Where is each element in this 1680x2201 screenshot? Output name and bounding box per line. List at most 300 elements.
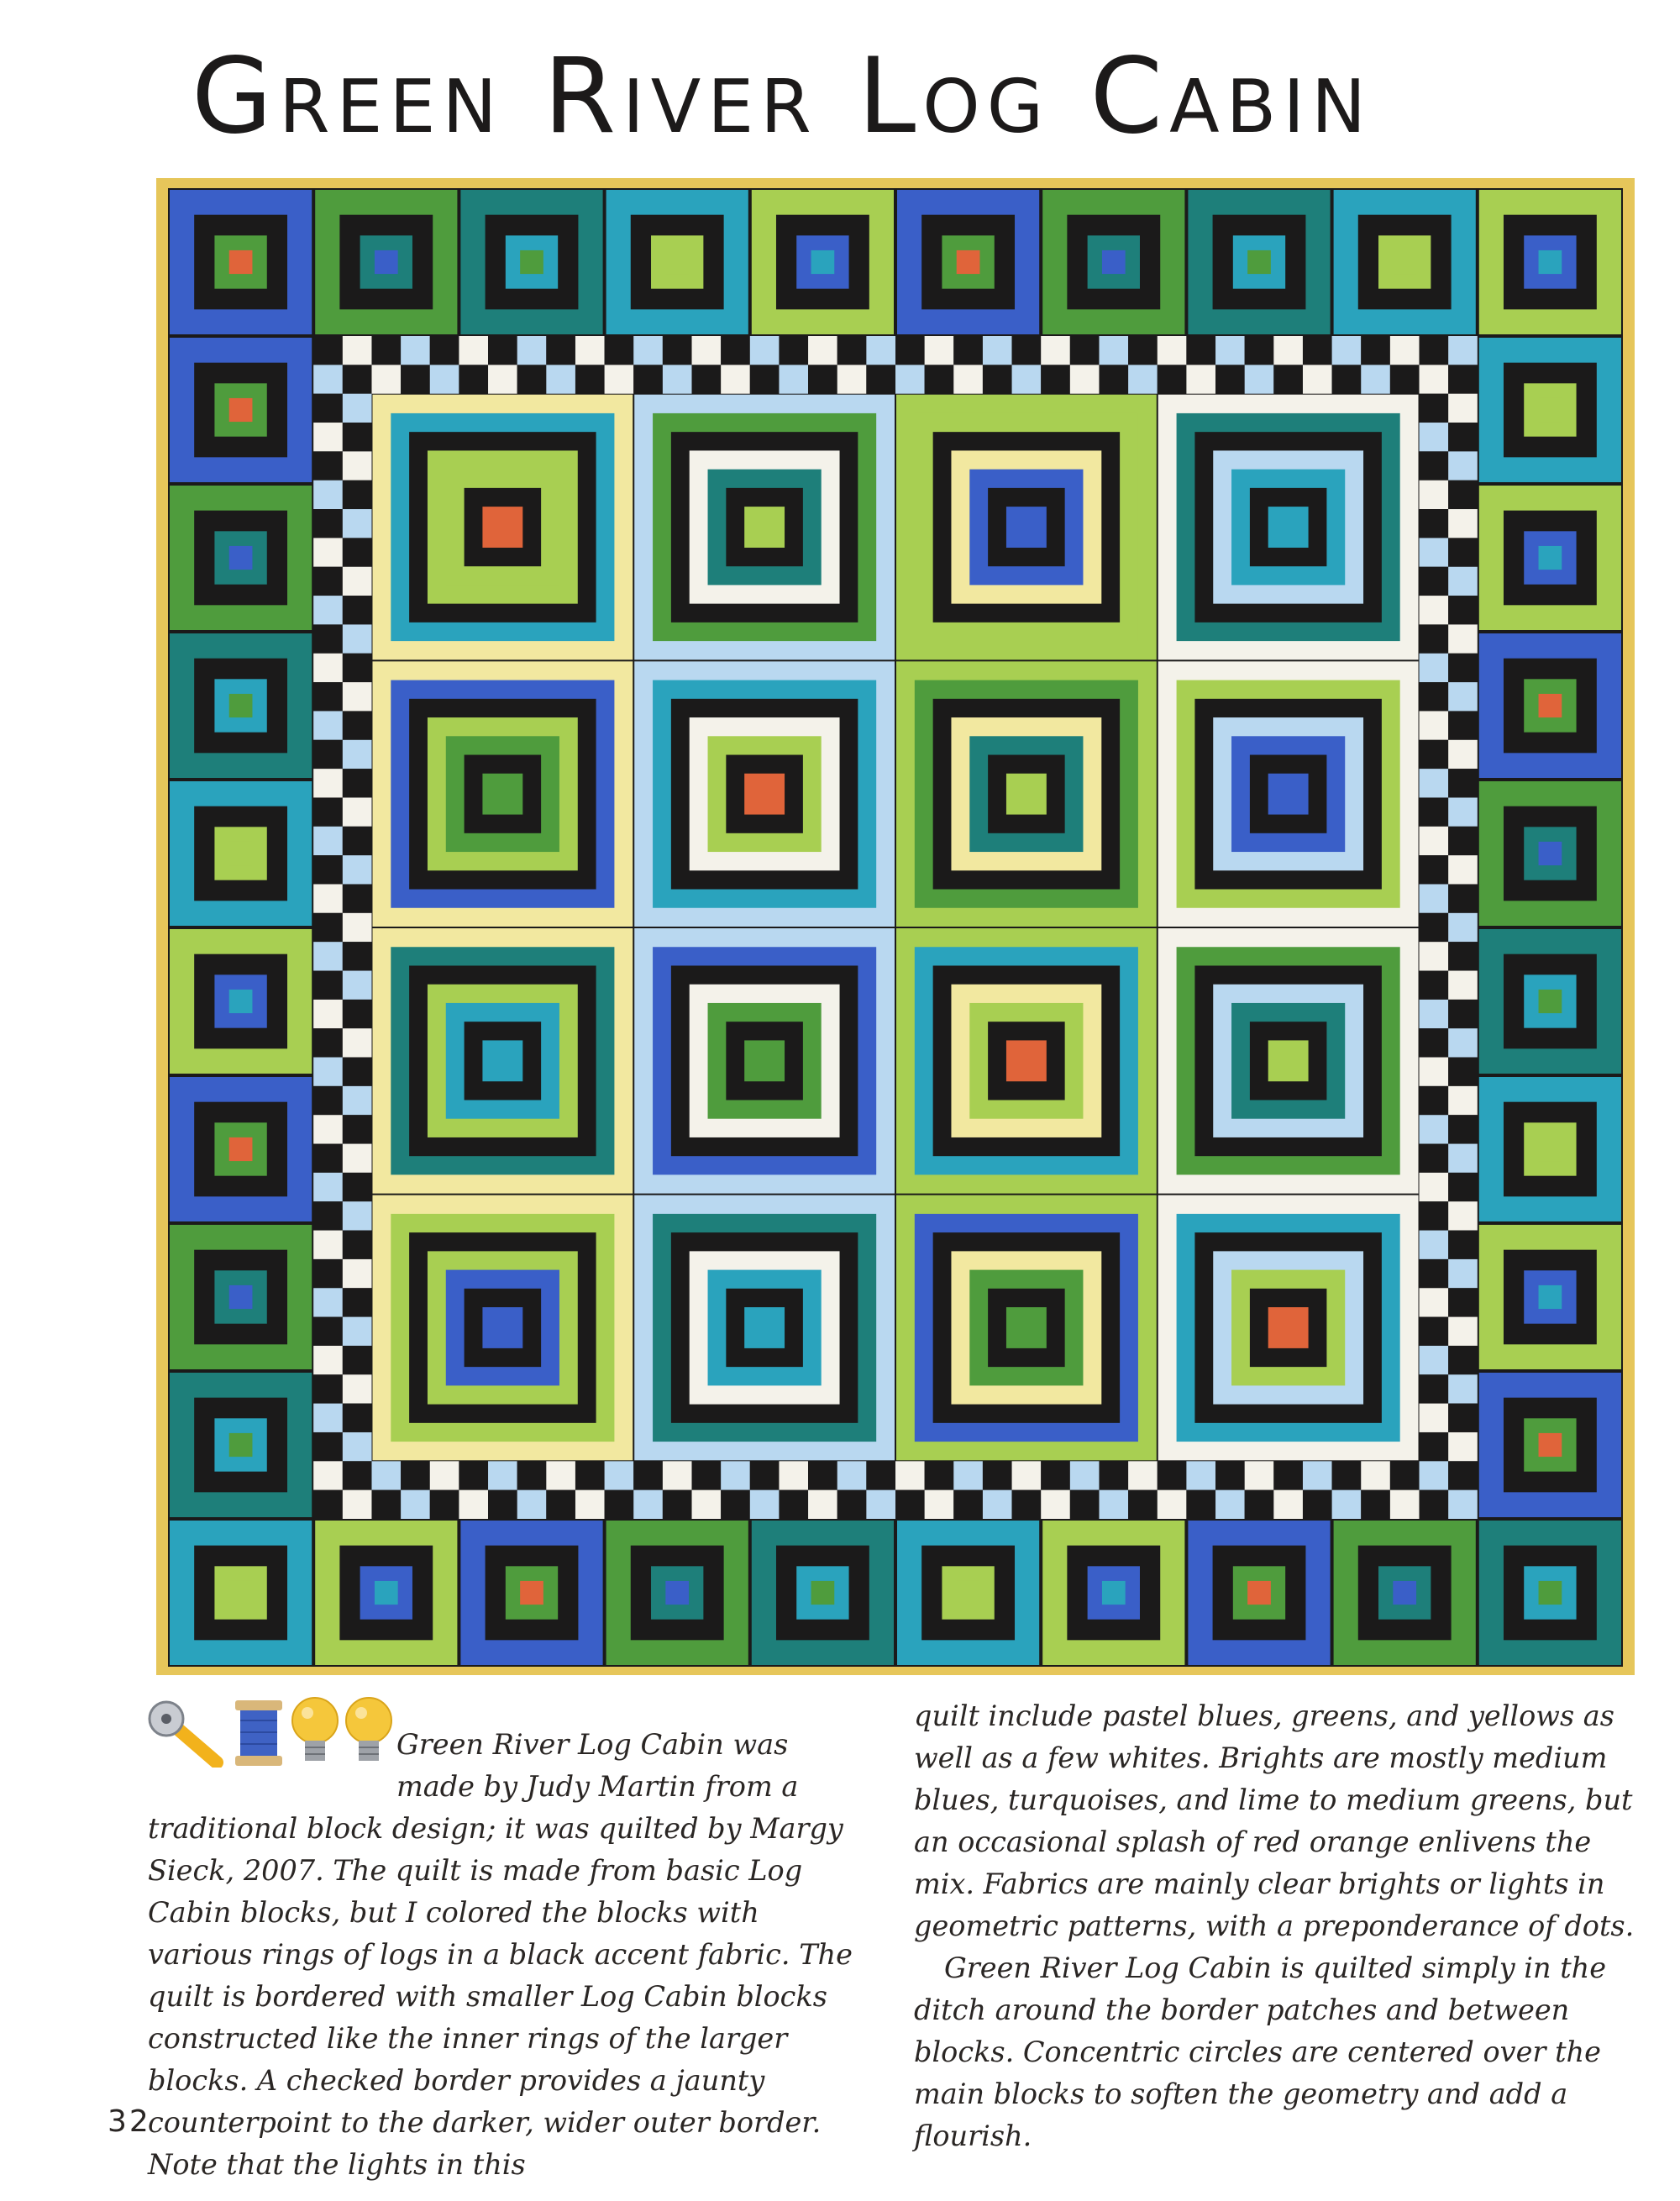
checker-square	[605, 1490, 634, 1519]
checker-square	[1215, 1461, 1245, 1489]
checker-square	[313, 538, 343, 566]
border-block-center	[229, 250, 253, 274]
border-block-center	[229, 842, 253, 865]
checker-square	[1420, 481, 1449, 509]
checker-square	[1448, 1201, 1478, 1230]
block-center	[482, 1040, 522, 1081]
checker-square	[1332, 365, 1362, 393]
checker-square	[953, 336, 983, 365]
checker-square	[1245, 1490, 1274, 1519]
checker-square	[1420, 1144, 1449, 1173]
checker-square	[925, 1461, 954, 1489]
checker-square	[895, 1461, 925, 1489]
border-block-center	[1539, 694, 1562, 717]
checker-square	[343, 769, 372, 797]
checker-square	[1158, 1490, 1187, 1519]
checker-square	[343, 1432, 372, 1461]
checker-square	[1012, 1461, 1042, 1489]
checker-square	[1303, 365, 1332, 393]
checker-square	[313, 884, 343, 912]
checker-square	[837, 1461, 867, 1489]
checker-square	[1420, 596, 1449, 624]
checker-square	[1420, 1086, 1449, 1115]
checker-square	[401, 1461, 430, 1489]
border-block-center	[229, 1285, 253, 1309]
checker-square	[343, 451, 372, 480]
checker-square	[313, 654, 343, 682]
checker-square	[692, 336, 722, 365]
checker-square	[343, 423, 372, 451]
checker-square	[430, 365, 459, 393]
checker-square	[983, 1490, 1012, 1519]
checker-square	[343, 1028, 372, 1057]
checker-square	[605, 365, 634, 393]
checker-square	[313, 942, 343, 970]
checker-square	[1448, 1058, 1478, 1086]
checker-square	[866, 365, 895, 393]
checker-square	[721, 336, 750, 365]
checker-square	[1332, 1490, 1362, 1519]
border-block-center	[375, 1581, 398, 1605]
checker-square	[779, 365, 808, 393]
checker-square	[313, 1317, 343, 1346]
checker-square	[1448, 971, 1478, 1000]
checker-square	[371, 1461, 401, 1489]
border-block-center	[665, 1581, 689, 1605]
checker-square	[401, 336, 430, 365]
checker-square	[692, 1461, 722, 1489]
checker-square	[313, 1346, 343, 1374]
checker-square	[1448, 913, 1478, 942]
checker-square	[1448, 1490, 1478, 1519]
caption	[148, 1695, 1635, 2181]
checker-square	[1448, 624, 1478, 653]
checker-square	[459, 1461, 488, 1489]
checker-square	[517, 336, 547, 365]
checker-square	[1420, 1432, 1449, 1461]
checker-square	[721, 1490, 750, 1519]
checker-square	[1099, 336, 1128, 365]
border-block-center	[1539, 1581, 1562, 1605]
checker-square	[633, 1461, 663, 1489]
checker-square	[401, 365, 430, 393]
checker-square	[1273, 365, 1303, 393]
checker-square	[1448, 1028, 1478, 1057]
block-center	[482, 507, 522, 548]
checker-square	[1361, 1490, 1390, 1519]
checker-square	[1420, 624, 1449, 653]
checker-square	[1448, 1173, 1478, 1201]
checker-square	[313, 1000, 343, 1028]
border-block-center	[229, 398, 253, 422]
checker-square	[779, 1461, 808, 1489]
checker-square	[313, 1374, 343, 1403]
checker-square	[1012, 336, 1042, 365]
checker-square	[313, 769, 343, 797]
checker-square	[1420, 1317, 1449, 1346]
checker-square	[1448, 1404, 1478, 1432]
checker-square	[1390, 1461, 1420, 1489]
checker-square	[1012, 1490, 1042, 1519]
checker-square	[401, 1490, 430, 1519]
checker-square	[1245, 1461, 1274, 1489]
checker-square	[1420, 1490, 1449, 1519]
checker-square	[343, 365, 372, 393]
border-block-center	[1539, 1433, 1562, 1457]
border-block-center	[229, 990, 253, 1013]
checker-square	[343, 1115, 372, 1143]
block-center	[1268, 774, 1309, 815]
checker-square	[343, 1259, 372, 1288]
checker-square	[1448, 1115, 1478, 1143]
checker-square	[313, 971, 343, 1000]
checker-square	[1448, 711, 1478, 739]
checker-square	[983, 1461, 1012, 1489]
checker-square	[343, 942, 372, 970]
checker-square	[1448, 451, 1478, 480]
difficulty-icons	[148, 1695, 396, 1768]
checker-square	[1448, 1231, 1478, 1259]
border-block-center	[229, 1581, 253, 1605]
checker-square	[953, 1490, 983, 1519]
checker-square	[313, 913, 343, 942]
checker-square	[1448, 827, 1478, 855]
checker-square	[1420, 827, 1449, 855]
checker-square	[1273, 1461, 1303, 1489]
checker-square	[779, 1490, 808, 1519]
checker-square	[808, 336, 837, 365]
checker-square	[1070, 365, 1100, 393]
checker-square	[313, 797, 343, 826]
checker-square	[750, 365, 780, 393]
checker-square	[343, 711, 372, 739]
checker-square	[1099, 1461, 1128, 1489]
checker-square	[313, 423, 343, 451]
checker-square	[605, 1461, 634, 1489]
checker-square	[1420, 682, 1449, 711]
checker-square	[343, 740, 372, 769]
checker-square	[313, 1028, 343, 1057]
checker-square	[313, 481, 343, 509]
checker-square	[1128, 336, 1158, 365]
checker-square	[488, 1490, 517, 1519]
checker-square	[313, 1058, 343, 1086]
checker-square	[750, 1490, 780, 1519]
checker-square	[313, 394, 343, 423]
border-block-center	[1247, 1581, 1271, 1605]
checker-square	[343, 1317, 372, 1346]
checker-square	[517, 1461, 547, 1489]
checker-square	[575, 1490, 605, 1519]
checker-square	[1041, 336, 1070, 365]
checker-square	[313, 1115, 343, 1143]
checker-square	[313, 827, 343, 855]
checker-square	[343, 1144, 372, 1173]
checker-square	[343, 624, 372, 653]
block-center	[482, 774, 522, 815]
checker-square	[1448, 942, 1478, 970]
checker-square	[1448, 394, 1478, 423]
checker-square	[1186, 1461, 1215, 1489]
checker-square	[925, 365, 954, 393]
checker-square	[343, 654, 372, 682]
checker-square	[1361, 1461, 1390, 1489]
border-block-center	[665, 250, 689, 274]
checker-square	[866, 1490, 895, 1519]
checker-square	[313, 1432, 343, 1461]
checker-square	[1448, 654, 1478, 682]
checker-square	[459, 1490, 488, 1519]
checker-square	[1420, 971, 1449, 1000]
checker-square	[1070, 336, 1100, 365]
checker-square	[808, 1490, 837, 1519]
checker-square	[1448, 538, 1478, 566]
checker-square	[1420, 451, 1449, 480]
checker-square	[343, 509, 372, 538]
checker-square	[1420, 942, 1449, 970]
border-block-center	[1393, 250, 1416, 274]
checker-square	[925, 1490, 954, 1519]
checker-square	[459, 365, 488, 393]
checker-square	[1448, 1000, 1478, 1028]
page-title: Green River Log Cabin	[192, 36, 1373, 157]
checker-square	[1041, 1461, 1070, 1489]
checker-square	[663, 336, 692, 365]
checker-square	[750, 1461, 780, 1489]
checker-square	[313, 336, 343, 365]
checker-square	[343, 1346, 372, 1374]
caption-paragraph-1: Green River Log Cabin was made by Judy Martin from a traditional block design; it was quilted by Margy Sieck, 2007. The quilt is made from basic Log Cabin blocks, but I colored the blocks with various rings of logs in a black accent fabric. The quilt is bordered with smaller Log Cabin blocks constructed like the inner rings of the larger blocks. A checked border provides a jaunty counterpoint to the darker, wider outer border. Note that the lights in this	[148, 1728, 853, 2181]
block-center	[1006, 507, 1047, 548]
block-center	[744, 1040, 785, 1081]
block-center	[1268, 1307, 1309, 1348]
checker-square	[343, 797, 372, 826]
border-block-center	[520, 1581, 543, 1605]
checker-square	[1420, 1259, 1449, 1288]
checker-square	[488, 365, 517, 393]
checker-square	[313, 682, 343, 711]
checker-square	[663, 365, 692, 393]
block-center	[1006, 1307, 1047, 1348]
checker-square	[1448, 1288, 1478, 1316]
checker-square	[343, 1231, 372, 1259]
border-block-center	[229, 1137, 253, 1161]
checker-square	[1215, 1490, 1245, 1519]
border-block-center	[520, 250, 543, 274]
border-block-center	[229, 1433, 253, 1457]
checker-square	[313, 1461, 343, 1489]
checker-square	[313, 624, 343, 653]
checker-square	[313, 1404, 343, 1432]
quilt-illustration	[156, 178, 1635, 1675]
checker-square	[1128, 1461, 1158, 1489]
checker-square	[1420, 884, 1449, 912]
caption-column-left	[148, 1695, 862, 2186]
checker-square	[895, 1490, 925, 1519]
checker-square	[808, 365, 837, 393]
checker-square	[1420, 1346, 1449, 1374]
border-block-center	[1393, 1581, 1416, 1605]
lightbulb-icon	[289, 1695, 341, 1768]
block-center	[482, 1307, 522, 1348]
checker-square	[750, 336, 780, 365]
checker-square	[663, 1490, 692, 1519]
checker-square	[1245, 365, 1274, 393]
checker-square	[1420, 1461, 1449, 1489]
checker-square	[1361, 336, 1390, 365]
checker-square	[546, 1490, 575, 1519]
checker-square	[1420, 654, 1449, 682]
checker-square	[575, 1461, 605, 1489]
checker-square	[1448, 1144, 1478, 1173]
checker-square	[1420, 1288, 1449, 1316]
checker-square	[1158, 365, 1187, 393]
checker-square	[1420, 567, 1449, 596]
page-number: 32	[108, 2104, 151, 2139]
checker-square	[1448, 365, 1478, 393]
checker-square	[1390, 365, 1420, 393]
block-center	[744, 507, 785, 548]
checker-square	[313, 740, 343, 769]
thread-spool-icon	[232, 1699, 286, 1768]
checker-square	[1448, 336, 1478, 365]
border-block-center	[375, 250, 398, 274]
checker-square	[1420, 1374, 1449, 1403]
checker-square	[575, 336, 605, 365]
checker-square	[1303, 1461, 1332, 1489]
block-center	[1268, 507, 1309, 548]
border-block-center	[1247, 250, 1271, 274]
checker-square	[546, 1461, 575, 1489]
block-center	[1006, 1040, 1047, 1081]
checker-square	[1448, 740, 1478, 769]
checker-square	[371, 365, 401, 393]
checker-square	[313, 596, 343, 624]
checker-square	[343, 682, 372, 711]
caption-paragraph-2: quilt include pastel blues, greens, and yellows as well as a few whites. Brights are mostly medium blues, turquoises, and lime to medium greens, but an occasional splash of red orange enlivens the mix. Fabrics are mainly clear brights or lights in geometric patterns, with a preponderance of dots.	[914, 1699, 1635, 1942]
checker-square	[1420, 509, 1449, 538]
checker-square	[430, 1461, 459, 1489]
checker-square	[1448, 797, 1478, 826]
checker-square	[1215, 365, 1245, 393]
checker-square	[779, 336, 808, 365]
checker-square	[313, 509, 343, 538]
checker-square	[343, 1058, 372, 1086]
checker-square	[313, 365, 343, 393]
checker-square	[343, 1461, 372, 1489]
checker-square	[1420, 423, 1449, 451]
checker-square	[721, 365, 750, 393]
checker-square	[1158, 1461, 1187, 1489]
checker-square	[343, 913, 372, 942]
border-block-center	[229, 546, 253, 570]
checker-square	[343, 1000, 372, 1028]
checker-square	[895, 336, 925, 365]
checker-square	[1070, 1490, 1100, 1519]
checker-square	[313, 1086, 343, 1115]
block-center	[744, 774, 785, 815]
checker-square	[488, 336, 517, 365]
checker-square	[517, 1490, 547, 1519]
checker-square	[343, 538, 372, 566]
checker-square	[1128, 365, 1158, 393]
checker-square	[343, 884, 372, 912]
checker-square	[343, 1374, 372, 1403]
checker-square	[1420, 538, 1449, 566]
checker-square	[343, 394, 372, 423]
checker-square	[313, 1201, 343, 1230]
checker-square	[925, 336, 954, 365]
checker-square	[343, 827, 372, 855]
checker-square	[1012, 365, 1042, 393]
checker-square	[1420, 1000, 1449, 1028]
border-block-center	[957, 250, 980, 274]
checker-square	[1303, 336, 1332, 365]
block-center	[1006, 774, 1047, 815]
checker-square	[1041, 1490, 1070, 1519]
border-block-center	[1102, 250, 1126, 274]
checker-square	[313, 1490, 343, 1519]
checker-square	[1448, 1374, 1478, 1403]
checker-square	[692, 365, 722, 393]
checker-square	[1448, 1317, 1478, 1346]
checker-square	[1420, 1173, 1449, 1201]
block-center	[744, 1307, 785, 1348]
checker-square	[1070, 1461, 1100, 1489]
checker-square	[1420, 1115, 1449, 1143]
checker-square	[1215, 336, 1245, 365]
checker-square	[837, 365, 867, 393]
checker-square	[983, 336, 1012, 365]
quilt-photo	[156, 178, 1635, 1675]
checker-square	[459, 336, 488, 365]
checker-square	[1245, 336, 1274, 365]
checker-square	[313, 855, 343, 884]
checker-square	[343, 1490, 372, 1519]
checker-square	[837, 1490, 867, 1519]
checker-square	[1186, 365, 1215, 393]
checker-square	[721, 1461, 750, 1489]
checker-square	[1420, 1058, 1449, 1086]
checker-square	[1448, 1259, 1478, 1288]
checker-square	[1390, 1490, 1420, 1519]
checker-square	[983, 365, 1012, 393]
checker-square	[1420, 336, 1449, 365]
border-block-center	[957, 1581, 980, 1605]
checker-square	[1420, 855, 1449, 884]
checker-square	[866, 336, 895, 365]
checker-square	[1448, 855, 1478, 884]
checker-square	[313, 1231, 343, 1259]
checker-square	[1420, 1201, 1449, 1230]
border-block-center	[1539, 842, 1562, 865]
border-block-center	[1539, 1285, 1562, 1309]
checker-square	[1448, 567, 1478, 596]
checker-square	[1099, 1490, 1128, 1519]
checker-square	[546, 365, 575, 393]
checker-square	[1332, 336, 1362, 365]
checker-square	[1158, 336, 1187, 365]
checker-square	[663, 1461, 692, 1489]
checker-square	[837, 336, 867, 365]
checker-square	[1448, 769, 1478, 797]
checker-square	[1448, 682, 1478, 711]
checker-square	[371, 336, 401, 365]
checker-square	[1361, 365, 1390, 393]
border-block-center	[1539, 398, 1562, 422]
checker-square	[1420, 365, 1449, 393]
border-block-center	[811, 250, 835, 274]
